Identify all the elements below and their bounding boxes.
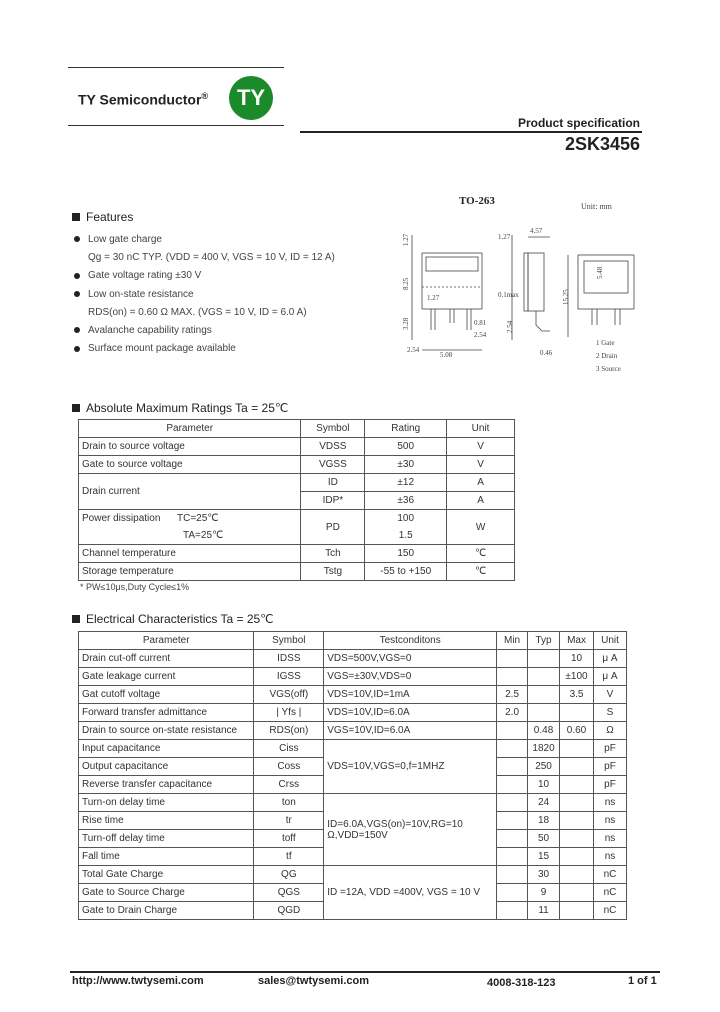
cell: VGS=±30V,VDS=0	[324, 668, 497, 686]
cell: 10	[528, 776, 560, 794]
elec-table	[78, 631, 627, 920]
cell: ID	[301, 474, 365, 492]
registered-mark: ®	[201, 91, 209, 101]
features-list	[74, 231, 335, 358]
cell: VGS=10V,ID=6.0A	[324, 722, 497, 740]
cell: 3.5	[560, 686, 594, 704]
dim-label: 2.54	[506, 320, 514, 333]
elec-heading	[72, 612, 274, 626]
bullet-icon	[74, 346, 80, 352]
cell: 1820	[528, 740, 560, 758]
table-row	[79, 866, 627, 884]
table-row	[79, 704, 627, 722]
cell: pF	[594, 740, 627, 758]
cell: Ciss	[254, 740, 324, 758]
footer-rule	[70, 971, 660, 973]
cell: ton	[254, 794, 324, 812]
cell: S	[594, 704, 627, 722]
dim-label: 4.57	[530, 227, 543, 235]
cell: 10	[560, 650, 594, 668]
logo-text: TY	[236, 85, 266, 110]
dim-label: 3.28	[402, 317, 410, 330]
cell: V	[594, 686, 627, 704]
table-row	[79, 740, 627, 758]
cell: Gate to Source Charge	[79, 884, 254, 902]
cell: 2.0	[497, 704, 528, 722]
cell: 100	[365, 510, 447, 528]
cell	[497, 866, 528, 884]
dim-label: 1.27	[498, 233, 511, 241]
table-row	[79, 722, 627, 740]
dim-label: 15.25	[562, 289, 570, 305]
features-title: Features	[86, 210, 134, 224]
cell: nC	[594, 902, 627, 920]
cell: A	[447, 492, 515, 510]
cell: Drain to source voltage	[79, 438, 301, 456]
cell: Turn-off delay time	[79, 830, 254, 848]
col-header: Max	[560, 632, 594, 650]
cell	[528, 704, 560, 722]
col-header: Rating	[365, 420, 447, 438]
feature-text: Gate voltage rating ±30 V	[88, 270, 202, 282]
cell: 500	[365, 438, 447, 456]
abs-max-table	[78, 419, 515, 581]
bullet-icon	[74, 327, 80, 333]
cell: Drain to source on-state resistance	[79, 722, 254, 740]
cell	[560, 830, 594, 848]
part-number: 2SK3456	[564, 134, 640, 154]
abs-max-heading	[72, 401, 288, 415]
table-header-row	[79, 632, 627, 650]
cell	[528, 686, 560, 704]
table-row	[79, 456, 515, 474]
abs-max-title: Absolute Maximum Ratings Ta = 25℃	[86, 401, 289, 415]
dim-label: 1.27	[402, 233, 410, 246]
cell: 150	[365, 545, 447, 563]
cell: pF	[594, 776, 627, 794]
feature-item	[74, 304, 335, 322]
table-header-row	[79, 420, 515, 438]
cell: tf	[254, 848, 324, 866]
brand-name	[78, 91, 208, 108]
cell: Output capacitance	[79, 758, 254, 776]
feature-item	[74, 286, 335, 304]
cell	[560, 740, 594, 758]
footer-website[interactable]: http://www.twtysemi.com	[72, 975, 204, 987]
dim-label: 5.08	[440, 351, 453, 359]
cell: | Yfs |	[254, 704, 324, 722]
cell: Storage temperature	[79, 563, 301, 581]
feature-text: Surface mount package available	[88, 343, 236, 355]
cell: ns	[594, 830, 627, 848]
col-header: Parameter	[79, 632, 254, 650]
product-specification: Product specification	[517, 116, 640, 130]
cell: IDP*	[301, 492, 365, 510]
cell: ns	[594, 794, 627, 812]
cell: RDS(on)	[254, 722, 324, 740]
cell: Coss	[254, 758, 324, 776]
cell: VDS=500V,VGS=0	[324, 650, 497, 668]
bullet-icon	[74, 273, 80, 279]
cell: A	[447, 474, 515, 492]
header-rule-top	[68, 67, 284, 68]
tc-condition: TC=25℃	[177, 513, 219, 524]
cell	[560, 794, 594, 812]
cell: Tch	[301, 545, 365, 563]
cell	[79, 510, 301, 545]
table-row	[79, 510, 515, 528]
bullet-icon	[74, 236, 80, 242]
col-header: Typ	[528, 632, 560, 650]
col-header: Symbol	[254, 632, 324, 650]
cell	[560, 704, 594, 722]
cell: Forward transfer admittance	[79, 704, 254, 722]
col-header: Unit	[447, 420, 515, 438]
cell	[497, 848, 528, 866]
cell: Gat cutoff voltage	[79, 686, 254, 704]
cell	[497, 884, 528, 902]
feature-item	[74, 267, 335, 285]
table-row	[79, 438, 515, 456]
cell: QG	[254, 866, 324, 884]
pkg-side-body	[528, 253, 544, 311]
cell: 18	[528, 812, 560, 830]
spec-rule	[300, 131, 642, 133]
cell: nC	[594, 866, 627, 884]
cell: ±36	[365, 492, 447, 510]
cell: Drain current	[79, 474, 301, 510]
feature-item	[74, 231, 335, 249]
to263-package-drawing	[400, 215, 660, 385]
cell	[497, 776, 528, 794]
cell	[497, 794, 528, 812]
feature-item	[74, 322, 335, 340]
square-bullet-icon	[72, 213, 80, 221]
cell: Ω	[594, 722, 627, 740]
cell	[497, 830, 528, 848]
cell: QGD	[254, 902, 324, 920]
cell	[560, 758, 594, 776]
cell: μ A	[594, 650, 627, 668]
table-row	[79, 474, 515, 492]
cell: -55 to +150	[365, 563, 447, 581]
cell: 15	[528, 848, 560, 866]
cell: ns	[594, 848, 627, 866]
cell	[497, 902, 528, 920]
cell: Total Gate Charge	[79, 866, 254, 884]
cell	[497, 758, 528, 776]
cell: ns	[594, 812, 627, 830]
cell: Gate to source voltage	[79, 456, 301, 474]
cell	[560, 812, 594, 830]
cell: 50	[528, 830, 560, 848]
feature-item	[74, 340, 335, 358]
table-row	[79, 668, 627, 686]
cell: 1.5	[365, 527, 447, 545]
bullet-icon	[74, 291, 80, 297]
brand-text: TY Semiconductor	[78, 91, 202, 108]
cell: nC	[594, 884, 627, 902]
cell: Input capacitance	[79, 740, 254, 758]
cell: pF	[594, 758, 627, 776]
cell: ±100	[560, 668, 594, 686]
col-header: Symbol	[301, 420, 365, 438]
power-dissipation-label: Power dissipation	[82, 513, 161, 524]
feature-text: Qg = 30 nC TYP. (VDD = 400 V, VGS = 10 V, ID = 12 A)	[88, 252, 335, 264]
cell	[560, 776, 594, 794]
cell: W	[447, 510, 515, 545]
feature-text: RDS(on) = 0.60 Ω MAX. (VGS = 10 V, ID = 6.0 A)	[88, 306, 307, 318]
feature-text: Avalanche capability ratings	[88, 325, 212, 337]
cell: ±12	[365, 474, 447, 492]
cell	[497, 812, 528, 830]
cell: 11	[528, 902, 560, 920]
cell: PD	[301, 510, 365, 545]
square-bullet-icon	[72, 615, 80, 623]
feature-text: Low gate charge	[88, 234, 162, 245]
cell: Gate leakage current	[79, 668, 254, 686]
col-header: Testconditons	[324, 632, 497, 650]
cell: ±30	[365, 456, 447, 474]
feature-item	[74, 249, 335, 267]
package-unit: Unit: mm	[581, 202, 612, 211]
pin-label: 3 Source	[596, 365, 621, 373]
cell: VDSS	[301, 438, 365, 456]
cell: 9	[528, 884, 560, 902]
cell: 24	[528, 794, 560, 812]
cell: VDS=10V,ID=6.0A	[324, 704, 497, 722]
cell: IDSS	[254, 650, 324, 668]
footer-phone: 4008-318-123	[487, 977, 556, 989]
cell	[497, 722, 528, 740]
pin-label: 2 Drain	[596, 352, 618, 360]
features-heading	[72, 210, 133, 224]
cell: Drain cut-off current	[79, 650, 254, 668]
cell: ℃	[447, 563, 515, 581]
cell: Gate to Drain Charge	[79, 902, 254, 920]
dim-label: 2.54	[407, 346, 420, 354]
cell	[497, 668, 528, 686]
dim-label: 8.25	[402, 277, 410, 290]
square-bullet-icon	[72, 404, 80, 412]
cell: ℃	[447, 545, 515, 563]
feature-text: Low on-state resistance	[88, 288, 194, 300]
cell	[560, 848, 594, 866]
cell: Rise time	[79, 812, 254, 830]
dim-label: 5.48	[596, 266, 604, 279]
cell: IGSS	[254, 668, 324, 686]
cell: 0.60	[560, 722, 594, 740]
col-header: Min	[497, 632, 528, 650]
header-rule-bottom	[68, 125, 284, 126]
cell: 250	[528, 758, 560, 776]
cell: μ A	[594, 668, 627, 686]
cell	[560, 884, 594, 902]
pkg-front-tab	[426, 257, 478, 271]
cell: V	[447, 456, 515, 474]
cell: VDS=10V,VGS=0,f=1MHZ	[324, 740, 497, 794]
ty-logo	[229, 76, 273, 120]
table-row	[79, 563, 515, 581]
dim-label: 0.81	[474, 319, 487, 327]
ta-condition: TA=25℃	[183, 530, 224, 541]
footer-email[interactable]: sales@twtysemi.com	[258, 975, 369, 987]
cell: QGS	[254, 884, 324, 902]
cell	[560, 902, 594, 920]
cell: toff	[254, 830, 324, 848]
cell: tr	[254, 812, 324, 830]
elec-table-body	[79, 650, 627, 920]
dim-label: 0.46	[540, 349, 553, 357]
cell	[497, 650, 528, 668]
col-header: Parameter	[79, 420, 301, 438]
dim-label: 2.54	[474, 331, 487, 339]
cell: ID=6.0A,VGS(on)=10V,RG=10 Ω,VDD=150V	[324, 794, 497, 866]
cell: V	[447, 438, 515, 456]
table-row	[79, 545, 515, 563]
cell: ID =12A, VDD =400V, VGS = 10 V	[324, 866, 497, 920]
cell	[560, 866, 594, 884]
cell: VGS(off)	[254, 686, 324, 704]
package-title: TO-263	[459, 195, 495, 207]
cell: VDS=10V,ID=1mA	[324, 686, 497, 704]
cell: Fall time	[79, 848, 254, 866]
cell: Crss	[254, 776, 324, 794]
table-row	[79, 686, 627, 704]
cell	[528, 650, 560, 668]
dim-label: 0.1max	[498, 291, 519, 299]
cell: Reverse transfer capacitance	[79, 776, 254, 794]
cell: 0.48	[528, 722, 560, 740]
cell: Turn-on delay time	[79, 794, 254, 812]
table-row	[79, 794, 627, 812]
cell: Channel temperature	[79, 545, 301, 563]
cell	[497, 740, 528, 758]
pkg-back-body	[578, 255, 634, 309]
cell: 30	[528, 866, 560, 884]
col-header: Unit	[594, 632, 627, 650]
footer-page: 1 of 1	[628, 975, 657, 987]
elec-title: Electrical Characteristics Ta = 25℃	[86, 612, 274, 626]
dim-label: 1.27	[427, 294, 440, 302]
abs-max-note: * PW≤10μs,Duty Cycle≤1%	[80, 582, 190, 592]
table-row	[79, 650, 627, 668]
cell: 2.5	[497, 686, 528, 704]
pin-label: 1 Gate	[596, 339, 615, 347]
cell: VGSS	[301, 456, 365, 474]
cell: Tstg	[301, 563, 365, 581]
cell	[528, 668, 560, 686]
